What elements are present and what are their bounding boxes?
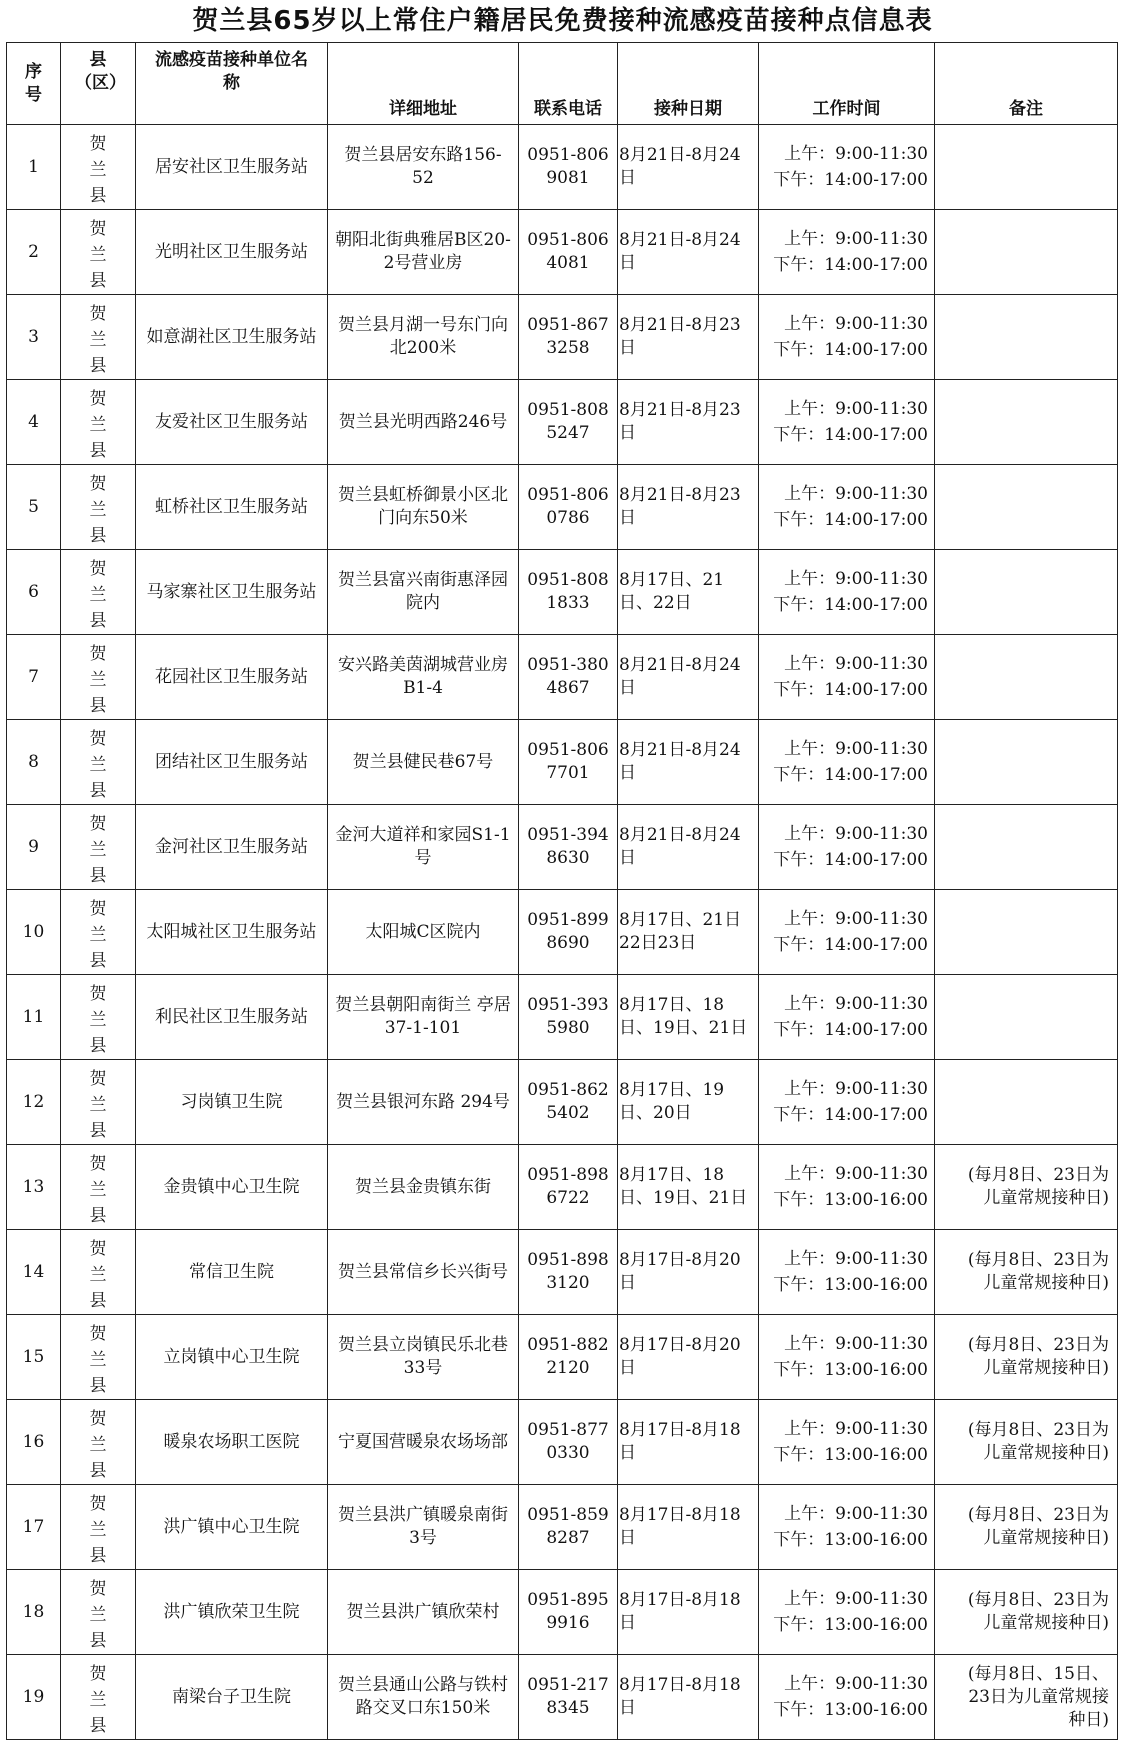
row-county: 贺兰县: [61, 1485, 136, 1570]
row-date: 8月17日、21日、22日: [618, 550, 759, 635]
row-hours-pm: 下午：13:00-16:00: [773, 1360, 928, 1380]
row-note: [935, 635, 1118, 720]
row-note: [935, 465, 1118, 550]
vaccination-sites-table: [6, 42, 1118, 1740]
row-hours: [759, 465, 935, 550]
row-index: 5: [7, 465, 61, 550]
page-title: 贺兰县65岁以上常住户籍居民免费接种流感疫苗接种点信息表: [192, 6, 933, 36]
row-date: 8月21日-8月24日: [618, 635, 759, 720]
row-phone: 0951-3935980: [519, 975, 618, 1060]
row-phone: 0951-8770330: [519, 1400, 618, 1485]
row-address: 贺兰县立岗镇民乐北巷33号: [328, 1315, 519, 1400]
row-address: 贺兰县虹桥御景小区北门向东50米: [328, 465, 519, 550]
row-date: 8月17日-8月20日: [618, 1315, 759, 1400]
row-phone: 0951-8064081: [519, 210, 618, 295]
row-phone: 0951-8983120: [519, 1230, 618, 1315]
row-hours: [759, 380, 935, 465]
table-body: [7, 125, 1118, 1740]
row-hours: [759, 890, 935, 975]
header-note: 备注: [935, 43, 1118, 125]
row-unit: 习岗镇卫生院: [136, 1060, 328, 1145]
row-county: 贺兰县: [61, 550, 136, 635]
row-address: 贺兰县健民巷67号: [328, 720, 519, 805]
row-county: 贺兰县: [61, 1315, 136, 1400]
row-note: (每月8日、23日为儿童常规接种日): [935, 1400, 1118, 1485]
row-hours-pm: 下午：14:00-17:00: [773, 510, 928, 530]
row-address: 贺兰县朝阳南街兰 亭居37-1-101: [328, 975, 519, 1060]
row-hours: [759, 295, 935, 380]
row-note: [935, 890, 1118, 975]
row-county: 贺兰县: [61, 1230, 136, 1315]
row-hours: [759, 1230, 935, 1315]
row-note: (每月8日、23日为儿童常规接种日): [935, 1315, 1118, 1400]
table-row: [7, 1400, 1118, 1485]
row-county: 贺兰县: [61, 1060, 136, 1145]
row-note: (每月8日、23日为儿童常规接种日): [935, 1145, 1118, 1230]
row-address: 朝阳北街典雅居B区20-2号营业房: [328, 210, 519, 295]
row-index: 12: [7, 1060, 61, 1145]
row-index: 8: [7, 720, 61, 805]
row-phone: 0951-8067701: [519, 720, 618, 805]
row-phone: 0951-8060786: [519, 465, 618, 550]
header-unit: 流感疫苗接种单位名 称: [136, 43, 328, 125]
row-hours-pm: 下午：13:00-16:00: [773, 1190, 928, 1210]
row-unit: 常信卫生院: [136, 1230, 328, 1315]
row-note: [935, 550, 1118, 635]
row-phone: 0951-8986722: [519, 1145, 618, 1230]
row-note: [935, 210, 1118, 295]
row-index: 17: [7, 1485, 61, 1570]
row-phone: 0951-8959916: [519, 1570, 618, 1655]
row-address: 贺兰县居安东路156-52: [328, 125, 519, 210]
header-hours: 工作时间: [759, 43, 935, 125]
table-row: [7, 720, 1118, 805]
row-county: 贺兰县: [61, 1655, 136, 1740]
row-hours-am: 上午：9:00-11:30: [784, 229, 928, 249]
row-address: 贺兰县金贵镇东街: [328, 1145, 519, 1230]
row-hours-am: 上午：9:00-11:30: [784, 994, 928, 1014]
row-index: 4: [7, 380, 61, 465]
row-date: 8月21日-8月24日: [618, 805, 759, 890]
row-unit: 金贵镇中心卫生院: [136, 1145, 328, 1230]
row-hours: [759, 805, 935, 890]
table-header-row: [7, 43, 1118, 125]
row-hours: [759, 1400, 935, 1485]
row-note: [935, 380, 1118, 465]
row-county: 贺兰县: [61, 1400, 136, 1485]
table-row: [7, 635, 1118, 720]
row-hours: [759, 550, 935, 635]
row-address: 贺兰县富兴南街惠泽园院内: [328, 550, 519, 635]
row-county: 贺兰县: [61, 805, 136, 890]
row-unit: 居安社区卫生服务站: [136, 125, 328, 210]
row-index: 3: [7, 295, 61, 380]
row-unit: 南梁台子卫生院: [136, 1655, 328, 1740]
row-address: 金河大道祥和家园S1-1号: [328, 805, 519, 890]
table-row: [7, 1655, 1118, 1740]
row-address: 安兴路美茵湖城营业房B1-4: [328, 635, 519, 720]
row-date: 8月21日-8月24日: [618, 720, 759, 805]
row-hours: [759, 720, 935, 805]
row-date: 8月17日、18日、19日、21日: [618, 1145, 759, 1230]
row-phone: 0951-8998690: [519, 890, 618, 975]
table-row: [7, 1485, 1118, 1570]
row-unit: 洪广镇欣荣卫生院: [136, 1570, 328, 1655]
row-date: 8月17日-8月18日: [618, 1570, 759, 1655]
row-index: 7: [7, 635, 61, 720]
table-row: [7, 125, 1118, 210]
row-index: 16: [7, 1400, 61, 1485]
row-phone: 0951-8069081: [519, 125, 618, 210]
row-date: 8月21日-8月23日: [618, 465, 759, 550]
row-index: 6: [7, 550, 61, 635]
row-county: 贺兰县: [61, 975, 136, 1060]
row-hours-am: 上午：9:00-11:30: [784, 569, 928, 589]
row-county: 贺兰县: [61, 890, 136, 975]
table-row: [7, 1230, 1118, 1315]
row-index: 1: [7, 125, 61, 210]
row-note: [935, 295, 1118, 380]
table-row: [7, 1145, 1118, 1230]
row-hours: [759, 1485, 935, 1570]
row-county: 贺兰县: [61, 125, 136, 210]
header-phone: 联系电话: [519, 43, 618, 125]
header-address: 详细地址: [328, 43, 519, 125]
row-unit: 金河社区卫生服务站: [136, 805, 328, 890]
row-unit: 光明社区卫生服务站: [136, 210, 328, 295]
row-date: 8月17日、18日、19日、21日: [618, 975, 759, 1060]
row-date: 8月17日-8月20日: [618, 1230, 759, 1315]
table-row: [7, 1570, 1118, 1655]
row-address: 贺兰县洪广镇暖泉南街3号: [328, 1485, 519, 1570]
row-hours-pm: 下午：13:00-16:00: [773, 1275, 928, 1295]
header-county: 县（区）: [61, 43, 136, 125]
row-unit: 花园社区卫生服务站: [136, 635, 328, 720]
table-row: [7, 805, 1118, 890]
row-hours-am: 上午：9:00-11:30: [784, 1164, 928, 1184]
row-index: 15: [7, 1315, 61, 1400]
row-hours-am: 上午：9:00-11:30: [784, 1419, 928, 1439]
row-hours: [759, 125, 935, 210]
row-hours-am: 上午：9:00-11:30: [784, 1334, 928, 1354]
row-address: 贺兰县通山公路与铁村路交叉口东150米: [328, 1655, 519, 1740]
row-phone: 0951-3804867: [519, 635, 618, 720]
row-address: 太阳城C区院内: [328, 890, 519, 975]
row-note: [935, 1060, 1118, 1145]
row-hours-pm: 下午：14:00-17:00: [773, 1020, 928, 1040]
row-unit: 马家寨社区卫生服务站: [136, 550, 328, 635]
row-index: 10: [7, 890, 61, 975]
row-phone: 0951-2178345: [519, 1655, 618, 1740]
row-unit: 团结社区卫生服务站: [136, 720, 328, 805]
row-hours-am: 上午：9:00-11:30: [784, 144, 928, 164]
row-note: [935, 720, 1118, 805]
row-index: 13: [7, 1145, 61, 1230]
row-hours-pm: 下午：14:00-17:00: [773, 595, 928, 615]
row-date: 8月21日-8月24日: [618, 210, 759, 295]
row-date: 8月17日、19日、20日: [618, 1060, 759, 1145]
row-date: 8月17日-8月18日: [618, 1655, 759, 1740]
row-note: (每月8日、23日为儿童常规接种日): [935, 1570, 1118, 1655]
row-county: 贺兰县: [61, 635, 136, 720]
row-address: 贺兰县洪广镇欣荣村: [328, 1570, 519, 1655]
row-date: 8月21日-8月24日: [618, 125, 759, 210]
table-row: [7, 890, 1118, 975]
row-hours-am: 上午：9:00-11:30: [784, 1674, 928, 1694]
row-hours: [759, 1655, 935, 1740]
row-hours-pm: 下午：13:00-16:00: [773, 1530, 928, 1550]
row-hours: [759, 1570, 935, 1655]
row-phone: 0951-8673258: [519, 295, 618, 380]
row-phone: 0951-8085247: [519, 380, 618, 465]
row-hours-pm: 下午：13:00-16:00: [773, 1700, 928, 1720]
row-index: 9: [7, 805, 61, 890]
row-address: 贺兰县光明西路246号: [328, 380, 519, 465]
row-hours: [759, 1315, 935, 1400]
header-index: 序号: [7, 43, 61, 125]
row-date: 8月17日-8月18日: [618, 1400, 759, 1485]
row-hours-pm: 下午：13:00-16:00: [773, 1445, 928, 1465]
row-hours-am: 上午：9:00-11:30: [784, 824, 928, 844]
row-address: 贺兰县银河东路 294号: [328, 1060, 519, 1145]
row-hours-am: 上午：9:00-11:30: [784, 739, 928, 759]
row-hours: [759, 635, 935, 720]
row-hours-pm: 下午：14:00-17:00: [773, 1105, 928, 1125]
row-index: 14: [7, 1230, 61, 1315]
row-date: 8月17日-8月18日: [618, 1485, 759, 1570]
table-row: [7, 465, 1118, 550]
row-hours-pm: 下午：14:00-17:00: [773, 255, 928, 275]
row-county: 贺兰县: [61, 465, 136, 550]
row-phone: 0951-8598287: [519, 1485, 618, 1570]
row-index: 2: [7, 210, 61, 295]
row-index: 11: [7, 975, 61, 1060]
row-county: 贺兰县: [61, 380, 136, 465]
row-county: 贺兰县: [61, 720, 136, 805]
row-hours-pm: 下午：14:00-17:00: [773, 425, 928, 445]
table-row: [7, 975, 1118, 1060]
row-hours-am: 上午：9:00-11:30: [784, 484, 928, 504]
row-address: 贺兰县常信乡长兴街号: [328, 1230, 519, 1315]
row-county: 贺兰县: [61, 1570, 136, 1655]
row-unit: 友爱社区卫生服务站: [136, 380, 328, 465]
row-hours: [759, 1145, 935, 1230]
row-address: 宁夏国营暖泉农场场部: [328, 1400, 519, 1485]
row-hours-am: 上午：9:00-11:30: [784, 1504, 928, 1524]
row-phone: 0951-8822120: [519, 1315, 618, 1400]
row-unit: 洪广镇中心卫生院: [136, 1485, 328, 1570]
table-row: [7, 295, 1118, 380]
row-county: 贺兰县: [61, 1145, 136, 1230]
row-index: 18: [7, 1570, 61, 1655]
row-hours: [759, 210, 935, 295]
row-hours-am: 上午：9:00-11:30: [784, 1079, 928, 1099]
row-hours-am: 上午：9:00-11:30: [784, 1249, 928, 1269]
row-hours-pm: 下午：14:00-17:00: [773, 340, 928, 360]
row-index: 19: [7, 1655, 61, 1740]
table-row: [7, 210, 1118, 295]
row-hours-pm: 下午：14:00-17:00: [773, 680, 928, 700]
row-county: 贺兰县: [61, 295, 136, 380]
row-hours-am: 上午：9:00-11:30: [784, 654, 928, 674]
row-unit: 虹桥社区卫生服务站: [136, 465, 328, 550]
row-unit: 太阳城社区卫生服务站: [136, 890, 328, 975]
row-note: (每月8日、23日为儿童常规接种日): [935, 1230, 1118, 1315]
row-unit: 如意湖社区卫生服务站: [136, 295, 328, 380]
row-hours-pm: 下午：14:00-17:00: [773, 935, 928, 955]
row-phone: 0951-3948630: [519, 805, 618, 890]
row-note: [935, 805, 1118, 890]
row-unit: 利民社区卫生服务站: [136, 975, 328, 1060]
row-hours: [759, 975, 935, 1060]
row-hours-am: 上午：9:00-11:30: [784, 314, 928, 334]
row-date: 8月21日-8月23日: [618, 380, 759, 465]
row-hours-pm: 下午：14:00-17:00: [773, 170, 928, 190]
table-row: [7, 550, 1118, 635]
row-hours: [759, 1060, 935, 1145]
row-hours-pm: 下午：14:00-17:00: [773, 765, 928, 785]
row-phone: 0951-8625402: [519, 1060, 618, 1145]
row-hours-pm: 下午：13:00-16:00: [773, 1615, 928, 1635]
row-unit: 立岗镇中心卫生院: [136, 1315, 328, 1400]
row-date: 8月17日、21日22日23日: [618, 890, 759, 975]
row-unit: 暖泉农场职工医院: [136, 1400, 328, 1485]
row-note: (每月8日、23日为儿童常规接种日): [935, 1485, 1118, 1570]
row-date: 8月21日-8月23日: [618, 295, 759, 380]
row-hours-am: 上午：9:00-11:30: [784, 909, 928, 929]
table-row: [7, 1315, 1118, 1400]
row-county: 贺兰县: [61, 210, 136, 295]
row-note: [935, 975, 1118, 1060]
table-row: [7, 380, 1118, 465]
header-date: 接种日期: [618, 43, 759, 125]
row-note: [935, 125, 1118, 210]
table-row: [7, 1060, 1118, 1145]
row-address: 贺兰县月湖一号东门向北200米: [328, 295, 519, 380]
row-phone: 0951-8081833: [519, 550, 618, 635]
row-hours-pm: 下午：14:00-17:00: [773, 850, 928, 870]
row-hours-am: 上午：9:00-11:30: [784, 399, 928, 419]
row-hours-am: 上午：9:00-11:30: [784, 1589, 928, 1609]
row-note: (每月8日、15日、23日为儿童常规接种日): [935, 1655, 1118, 1740]
